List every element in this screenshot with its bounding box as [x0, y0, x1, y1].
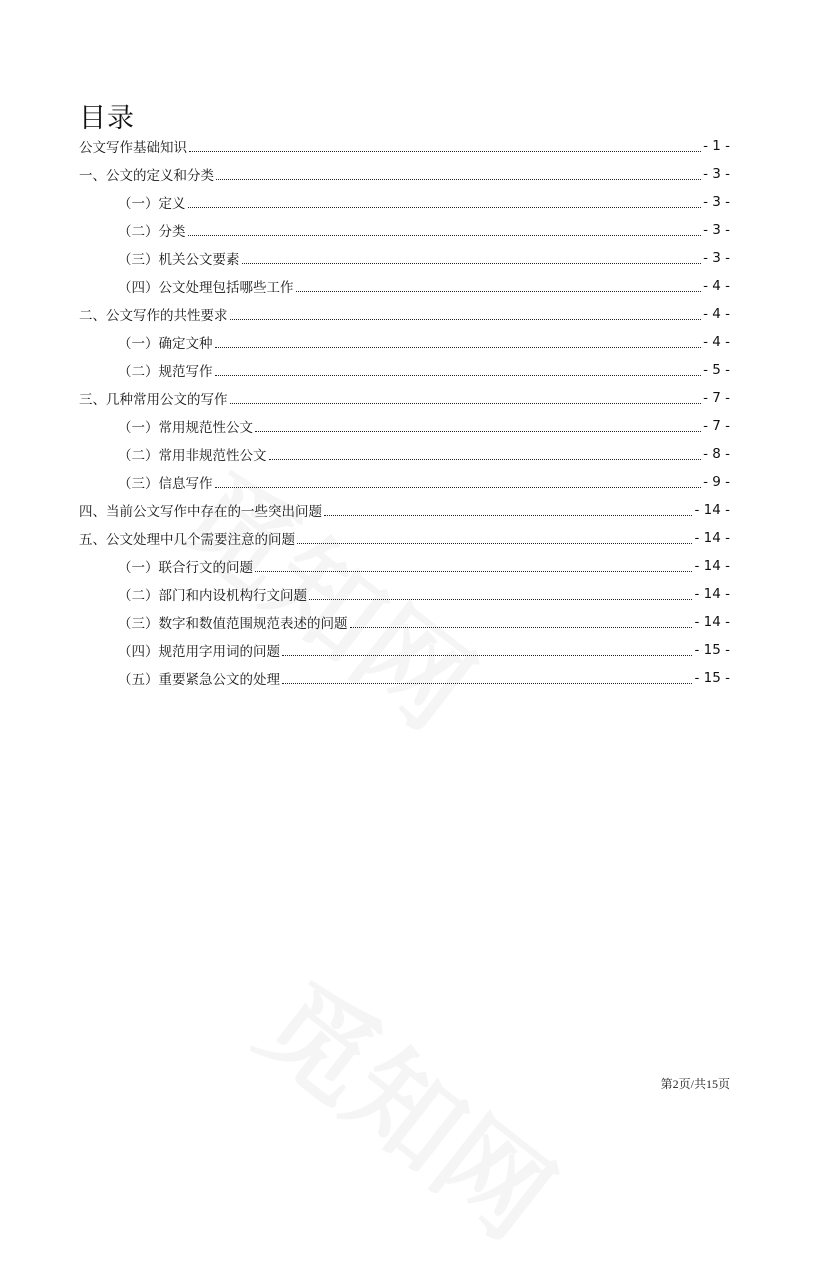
toc-entry-page: - 3 - — [703, 250, 730, 266]
toc-entry-text: （一）常用规范性公文 — [118, 420, 253, 436]
toc-entry-page: - 14 - — [694, 614, 730, 630]
dot-leader — [242, 263, 702, 264]
dot-leader — [189, 151, 701, 152]
toc-entry-page: - 4 - — [703, 278, 730, 294]
toc-entry[interactable] — [0, 468, 830, 496]
toc-entry-text: （一）定义 — [118, 196, 186, 212]
toc-list — [0, 132, 830, 692]
dot-leader — [215, 375, 702, 376]
dot-leader — [215, 487, 702, 488]
toc-entry-page: - 4 - — [703, 306, 730, 322]
dot-leader — [296, 291, 702, 292]
dot-leader — [282, 655, 692, 656]
watermark — [233, 940, 590, 1268]
toc-entry-page: - 3 - — [703, 222, 730, 238]
toc-entry-text: （一）联合行文的问题 — [118, 560, 253, 576]
toc-entry-text: 二、公文写作的共性要求 — [79, 308, 228, 324]
toc-entry-page: - 3 - — [703, 166, 730, 182]
toc-entry[interactable] — [0, 440, 830, 468]
toc-entry-page: - 14 - — [694, 502, 730, 518]
toc-entry-text: （二）分类 — [118, 224, 186, 240]
dot-leader — [188, 235, 702, 236]
dot-leader — [188, 207, 702, 208]
toc-entry-page: - 9 - — [703, 474, 730, 490]
toc-entry-text: （二）部门和内设机构行文问题 — [118, 588, 307, 604]
toc-entry-page: - 14 - — [694, 530, 730, 546]
dot-leader — [297, 543, 692, 544]
page-footer: 第2页/共15页 — [660, 1077, 730, 1091]
dot-leader — [215, 347, 702, 348]
toc-entry[interactable] — [0, 664, 830, 692]
dot-leader — [230, 319, 702, 320]
toc-entry[interactable] — [0, 244, 830, 272]
dot-leader — [269, 459, 702, 460]
toc-title: 目录 — [79, 103, 135, 134]
toc-entry-page: - 15 - — [694, 670, 730, 686]
toc-entry[interactable] — [0, 608, 830, 636]
dot-leader — [309, 599, 692, 600]
dot-leader — [230, 403, 702, 404]
toc-entry[interactable] — [0, 636, 830, 664]
toc-entry[interactable] — [0, 272, 830, 300]
toc-entry-text: （三）数字和数值范围规范表述的问题 — [118, 616, 348, 632]
toc-entry-text: （三）信息写作 — [118, 476, 213, 492]
toc-entry[interactable] — [0, 412, 830, 440]
toc-entry-text: 公文写作基础知识 — [79, 140, 187, 156]
toc-entry-text: 一、公文的定义和分类 — [79, 168, 214, 184]
toc-entry[interactable] — [0, 496, 830, 524]
toc-entry-page: - 14 - — [694, 586, 730, 602]
toc-entry-text: （四）公文处理包括哪些工作 — [118, 280, 294, 296]
toc-entry[interactable] — [0, 188, 830, 216]
dot-leader — [324, 515, 692, 516]
toc-entry-text: （二）常用非规范性公文 — [118, 448, 267, 464]
toc-entry-text: （一）确定文种 — [118, 336, 213, 352]
toc-entry-page: - 14 - — [694, 558, 730, 574]
toc-entry[interactable] — [0, 552, 830, 580]
dot-leader — [216, 179, 701, 180]
toc-entry[interactable] — [0, 356, 830, 384]
toc-entry-text: 三、几种常用公文的写作 — [79, 392, 228, 408]
toc-entry-page: - 1 - — [703, 138, 730, 154]
dot-leader — [255, 431, 701, 432]
toc-entry-text: 五、公文处理中几个需要注意的问题 — [79, 532, 295, 548]
toc-entry-text: （二）规范写作 — [118, 364, 213, 380]
toc-entry-page: - 3 - — [703, 194, 730, 210]
toc-entry-text: （三）机关公文要素 — [118, 252, 240, 268]
toc-entry-page: - 7 - — [703, 418, 730, 434]
toc-entry[interactable] — [0, 300, 830, 328]
toc-entry-text: （四）规范用字用词的问题 — [118, 644, 280, 660]
toc-entry[interactable] — [0, 328, 830, 356]
toc-entry-page: - 7 - — [703, 390, 730, 406]
toc-entry-page: - 15 - — [694, 642, 730, 658]
toc-entry[interactable] — [0, 216, 830, 244]
toc-entry[interactable] — [0, 160, 830, 188]
dot-leader — [282, 683, 692, 684]
toc-entry-page: - 4 - — [703, 334, 730, 350]
toc-entry[interactable] — [0, 524, 830, 552]
toc-entry[interactable] — [0, 384, 830, 412]
toc-entry[interactable] — [0, 132, 830, 160]
toc-entry[interactable] — [0, 580, 830, 608]
toc-entry-page: - 5 - — [703, 362, 730, 378]
toc-entry-text: （五）重要紧急公文的处理 — [118, 672, 280, 688]
toc-entry-page: - 8 - — [703, 446, 730, 462]
toc-entry-text: 四、当前公文写作中存在的一些突出问题 — [79, 504, 322, 520]
dot-leader — [350, 627, 693, 628]
dot-leader — [255, 571, 692, 572]
